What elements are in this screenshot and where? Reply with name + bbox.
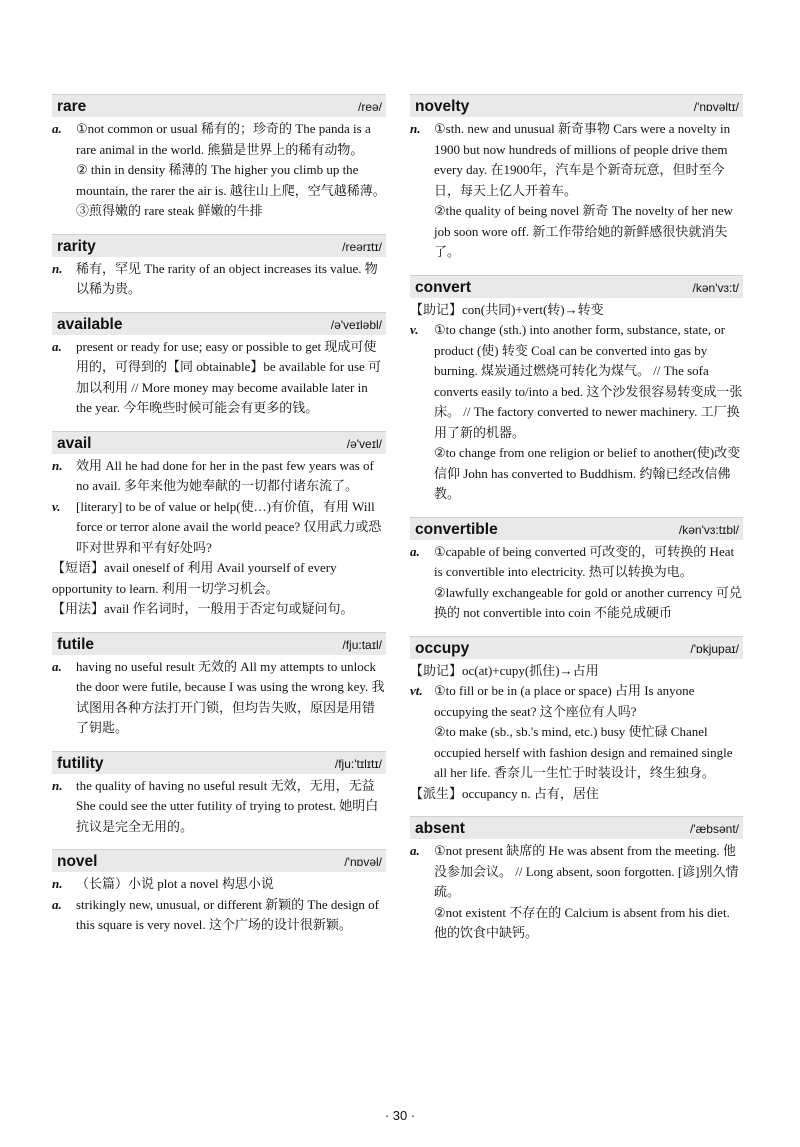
definition-text: present or ready for use; easy or possible to get 现成可使用的，可得到的【同 obtainable】be available for use 可加以利用 // More money may become available later in the year. 今年晚些时候可能会有更多的钱。 <box>76 338 382 415</box>
pronunciation: /'ɒkjupaɪ/ <box>690 641 739 656</box>
pronunciation: /reərɪtɪ/ <box>342 239 382 254</box>
part-of-speech: n. <box>52 457 63 473</box>
headword-bar <box>410 275 743 298</box>
part-of-speech: a. <box>410 543 420 559</box>
usage-note: 【用法】avail 作名词时，一般用于否定句或疑问句。 <box>52 601 354 616</box>
definition-text: strikingly new, unusual, or different 新颖的 The design of this square is very novel. 这个广场的设计很新颖。 <box>76 896 379 932</box>
entry-body <box>410 119 743 263</box>
headword-bar <box>52 849 386 872</box>
headword: rare <box>57 98 87 115</box>
headword-bar <box>52 751 386 774</box>
usage-note: 【派生】occupancy n. 占有，居住 <box>410 785 599 801</box>
headword: rarity <box>57 237 96 255</box>
definition-text: ①to change (sth.) into another form, substance, state, or product (使) 转变 Coal can be converted into gas by burning. 煤炭通过燃烧可转化为煤气。 // The sofa converts easily to/into a bed. 这个沙发很容易转变成一张床。 // The factory converted to newer machinery. 工厂换用了新的机器。 <box>434 322 743 440</box>
definition-sense <box>410 681 743 722</box>
entry-body <box>52 337 386 419</box>
definition-sense <box>52 456 386 497</box>
headword: absent <box>415 820 465 837</box>
usage-note: 【短语】avail oneself of 利用 Avail yourself of every opportunity to learn. 利用一切学习机会。 <box>52 560 337 596</box>
usage-note: 【助记】con(共同)+vert(转)→转变 <box>410 301 604 317</box>
left-column <box>52 94 386 948</box>
page-number: · 30 · <box>384 1108 416 1123</box>
pronunciation: /kən'vɜ:tɪbl/ <box>678 522 739 537</box>
dictionary-entry <box>52 849 386 936</box>
headword-bar <box>410 636 743 659</box>
headword: convert <box>415 278 471 296</box>
headword: novel <box>57 853 98 870</box>
dictionary-entry <box>52 431 386 620</box>
headword-bar <box>52 312 386 335</box>
definition-sense <box>52 874 386 895</box>
sub-definition: ③煎得嫩的 rare steak 鲜嫩的牛排 <box>76 203 263 218</box>
sub-definition: ②lawfully exchangeable for gold or another currency 可兑换的 not convertible into coin 不能兑成硬币 <box>434 584 743 620</box>
dictionary-entry <box>52 312 386 419</box>
headword: novelty <box>415 98 470 115</box>
definition-text: the quality of having no useful result 无效，无用，无益 She could see the utter futility of trying to protest. 她明白抗议是完全无用的。 <box>76 777 379 834</box>
right-column <box>410 94 743 956</box>
part-of-speech: vt. <box>410 683 423 698</box>
part-of-speech: n. <box>52 260 63 276</box>
part-of-speech: n. <box>410 121 421 136</box>
entry-body <box>52 456 386 620</box>
definition-text: 稀有，罕见 The rarity of an object increases its value. 物以稀为贵。 <box>76 260 378 296</box>
definition-text: 效用 All he had done for her in the past few years was of no avail. 多年来他为她奉献的一切都付诸东流了。 <box>76 457 374 493</box>
headword-bar <box>410 517 743 540</box>
entry-body <box>52 119 386 222</box>
sub-definition: ② thin in density 稀薄的 The higher you climb up the mountain, the rarer the air is. 越往山上爬，空气越稀薄。 <box>76 162 386 198</box>
dictionary-entry <box>410 275 743 505</box>
part-of-speech: a. <box>410 843 420 858</box>
definition-text: ①capable of being converted 可改变的，可转换的 Heat is convertible into electricity. 热可以转换为电。 <box>434 543 735 579</box>
part-of-speech: n. <box>52 777 63 793</box>
pronunciation: /kən'vɜ:t/ <box>692 280 739 295</box>
headword-bar <box>52 234 386 257</box>
headword-bar <box>410 816 743 839</box>
dictionary-entry <box>410 517 743 624</box>
entry-body <box>410 661 743 805</box>
dictionary-entry <box>52 94 386 222</box>
definition-text: ①sth. new and unusual 新奇事物 Cars were a novelty in 1900 but now hundreds of millions of people drive them every day. 在1900年，汽车是个新奇玩意，但时至今日，每天上亿人开着车。 <box>434 121 731 198</box>
definition-text: having no useful result 无效的 All my attempts to unlock the door were futile, because I was using the wrong key. 我试图用各种方法打开门锁，但均告失败，原因是用错了钥匙。 <box>76 658 385 735</box>
part-of-speech: a. <box>52 658 62 674</box>
entry-body <box>52 776 386 838</box>
headword: occupy <box>415 639 470 657</box>
dictionary-entry <box>52 751 386 838</box>
dictionary-entry <box>410 94 743 263</box>
pronunciation: /fju:taɪl/ <box>342 637 382 652</box>
pronunciation: /'nɒvəl/ <box>344 855 382 869</box>
sub-definition: ②the quality of being novel 新奇 The novelty of her new job soon wore off. 新工作带给她的新鲜感很快就消失了。 <box>434 203 734 259</box>
dictionary-entry <box>52 632 386 739</box>
definition-text: ①to fill or be in (a place or space) 占用 Is anyone occupying the seat? 这个座位有人吗? <box>434 683 695 719</box>
pronunciation: /ə'veɪləbl/ <box>330 317 382 332</box>
definition-sense <box>52 119 386 160</box>
headword-bar <box>52 94 386 117</box>
definition-sense <box>410 841 743 903</box>
definition-text: ①not common or usual 稀有的；珍奇的 The panda is a rare animal in the world. 熊猫是世界上的稀有动物。 <box>76 121 371 157</box>
pronunciation: /reə/ <box>357 100 382 114</box>
definition-sense <box>52 895 386 936</box>
pronunciation: /ə'veɪl/ <box>346 436 382 451</box>
entry-body <box>52 874 386 936</box>
dictionary-entry <box>52 234 386 300</box>
part-of-speech: a. <box>52 121 62 136</box>
headword: futile <box>57 635 95 653</box>
headword: avail <box>57 434 92 452</box>
entry-body <box>410 542 743 624</box>
definition-sense <box>410 320 743 443</box>
entry-body <box>410 841 743 944</box>
pronunciation: /fju:'tɪlɪtɪ/ <box>334 756 382 771</box>
definition-text: [literary] to be of value or help(使…)有价值，有用 Will force or terror alone avail the world peace? 仅用武力或恐吓对世界和平有好处吗? <box>76 498 382 555</box>
usage-note: 【助记】oc(at)+cupy(抓住)→占用 <box>410 662 599 678</box>
part-of-speech: a. <box>52 896 62 912</box>
dictionary-entry <box>410 816 743 944</box>
definition-sense <box>52 776 386 838</box>
part-of-speech: v. <box>410 322 419 337</box>
definition-sense <box>410 542 743 583</box>
sub-definition: ②to make (sb., sb.'s mind, etc.) busy 使忙碌 Chanel occupied herself with fashion design and remained single all her life. 香奈儿一生忙于时装设计，终生独身。 <box>434 724 733 780</box>
definition-sense <box>410 119 743 201</box>
sub-definition: ②not existent 不存在的 Calcium is absent from his diet. 他的饮食中缺钙。 <box>434 904 730 940</box>
definition-sense <box>52 657 386 739</box>
headword-bar <box>52 431 386 454</box>
pronunciation: /'æbsənt/ <box>690 822 739 836</box>
headword: available <box>57 315 123 333</box>
entry-body <box>410 300 743 505</box>
part-of-speech: n. <box>52 876 63 891</box>
headword: convertible <box>415 520 498 538</box>
pronunciation: /'nɒvəltɪ/ <box>693 100 739 114</box>
entry-body <box>52 657 386 739</box>
headword-bar <box>52 632 386 655</box>
headword: futility <box>57 754 104 772</box>
definition-sense <box>52 259 386 300</box>
sub-definition: ②to change from one religion or belief to another(使)改变信仰 John has converted to Buddhism. 约翰已经改信佛教。 <box>434 445 741 501</box>
definition-text: （长篇）小说 plot a novel 构思小说 <box>76 876 274 891</box>
definition-text: ①not present 缺席的 He was absent from the meeting. 他没参加会议。 // Long absent, soon forgotten. [谚]别久情疏。 <box>434 843 739 899</box>
part-of-speech: a. <box>52 338 62 354</box>
dictionary-entry <box>410 636 743 805</box>
entry-body <box>52 259 386 300</box>
definition-sense <box>52 497 386 559</box>
headword-bar <box>410 94 743 117</box>
definition-sense <box>52 337 386 419</box>
part-of-speech: v. <box>52 498 61 514</box>
